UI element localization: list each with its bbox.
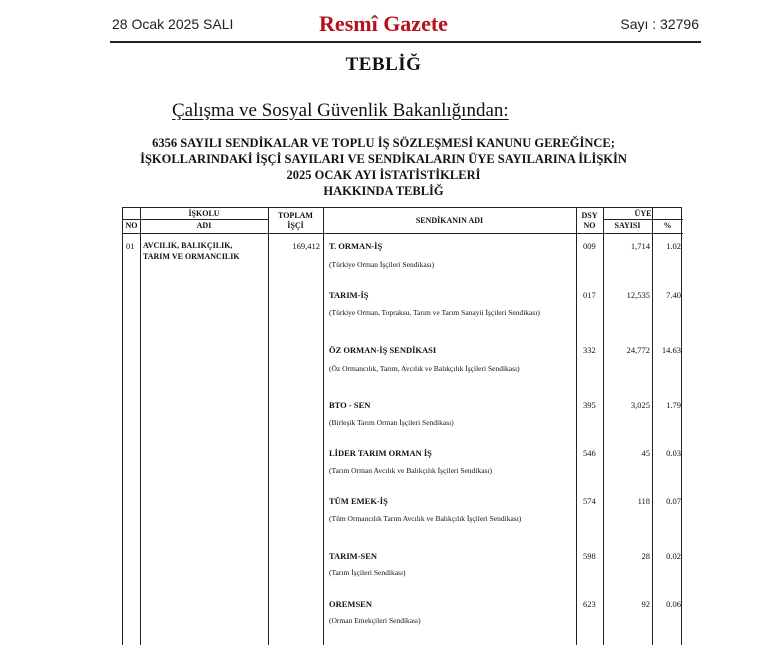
header-divider [110,41,701,43]
sector-name-line-2: TARIM VE ORMANCILIK [143,252,240,261]
union-name: ÖZ ORMAN-İŞ SENDİKASI [329,345,437,355]
union-dsy-no: 009 [583,241,596,251]
union-percent: 14.63 [661,345,681,355]
union-percent: 0.03 [666,448,681,458]
col-divider [652,208,653,645]
union-full-name: (Orman Emekçileri Sendikası) [329,616,421,625]
union-name: TARIM-SEN [329,551,378,561]
union-name: T. ORMAN-İŞ [329,241,383,251]
union-member-count: 24,772 [626,345,650,355]
union-name: TARIM-İŞ [329,290,369,300]
subject-line-1: 6356 SAYILI SENDİKALAR VE TOPLU İŞ SÖZLEŞMESİ KANUNU GEREĞİNCE; [152,136,615,150]
union-member-count: 45 [641,448,650,458]
union-percent: 1.02 [666,241,681,251]
union-dsy-no: 332 [583,345,596,355]
union-full-name: (Tarım Orman Avcılık ve Balıkçılık İşçileri Sendikası) [329,466,493,475]
gazette-title: Resmî Gazete [319,11,448,36]
union-name: TÜM EMEK-İŞ [329,496,388,506]
union-full-name: (Türkiye Orman İşçileri Sendikası) [329,260,435,269]
gazette-date: 28 Ocak 2025 SALI [112,16,234,32]
header-no: NO [125,221,138,230]
subject-line-4: HAKKINDA TEBLİĞ [323,184,444,198]
union-percent: 0.02 [666,551,681,561]
header-uye: ÜYE [634,209,652,218]
union-dsy-no: 017 [583,290,596,300]
sector-total-workers: 169,412 [292,241,320,251]
header-dsy: DSY [581,211,598,220]
ministry-name: Çalışma ve Sosyal Güvenlik Bakanlığından: [172,100,509,121]
statistics-table [122,207,682,645]
union-member-count: 3,025 [630,400,650,410]
gazette-issue-number: Sayı : 32796 [620,16,699,32]
col-divider [268,208,269,645]
union-full-name: (Birleşik Tarım Orman İşçileri Sendikası) [329,418,454,427]
subject-line-3: 2025 OCAK AYI İSTATİSTİKLERİ [286,168,481,182]
union-member-count: 12,535 [626,290,650,300]
union-dsy-no: 546 [583,448,596,458]
union-member-count: 118 [637,496,650,506]
header-isci: İŞÇİ [287,221,304,230]
union-dsy-no: 623 [583,599,596,609]
row-divider [603,219,683,220]
union-percent: 0.07 [666,496,681,506]
col-divider [323,208,324,645]
col-divider [140,208,141,645]
header-sayisi: SAYISI [614,221,641,230]
header-dsy-no: NO [583,221,596,230]
header-adi: ADI [196,221,212,230]
header-toplam: TOPLAM [278,211,313,220]
union-member-count: 1,714 [630,241,650,251]
header-iskolu: İŞKOLU [188,209,220,218]
col-divider [603,208,604,645]
union-member-count: 28 [641,551,650,561]
union-percent: 0.06 [666,599,681,609]
col-divider [576,208,577,645]
union-name: BTO - SEN [329,400,371,410]
union-member-count: 92 [641,599,650,609]
header-divider-line [123,233,683,234]
union-full-name: (Tarım İşçileri Sendikası) [329,568,406,577]
union-full-name: (Öz Ormancılık, Tarım, Avcılık ve Balıkçılık İşçileri Sendikası) [329,364,520,373]
header-sendika-adi: SENDİKANIN ADI [415,216,484,225]
union-percent: 1.79 [666,400,681,410]
union-full-name: (Tüm Ormancılık Tarım Avcılık ve Balıkçılık İşçileri Sendikası) [329,514,522,523]
union-dsy-no: 598 [583,551,596,561]
sector-name-line-1: AVCILIK, BALIKÇILIK, [143,241,233,250]
union-name: OREMSEN [329,599,372,609]
sector-no: 01 [126,241,135,251]
row-divider [123,219,268,220]
subject-line-2: İŞKOLLARINDAKİ İŞÇİ SAYILARI VE SENDİKALARIN ÜYE SAYILARINA İLİŞKİN [140,152,627,166]
header-percent: % [663,221,672,230]
union-percent: 7.40 [666,290,681,300]
union-full-name: (Türkiye Orman, Topraksu, Tarım ve Tarım Sanayii İşçileri Sendikası) [329,308,540,317]
union-name: LİDER TARIM ORMAN İŞ [329,448,432,458]
union-dsy-no: 395 [583,400,596,410]
section-title: TEBLİĞ [345,54,422,75]
union-dsy-no: 574 [583,496,596,506]
